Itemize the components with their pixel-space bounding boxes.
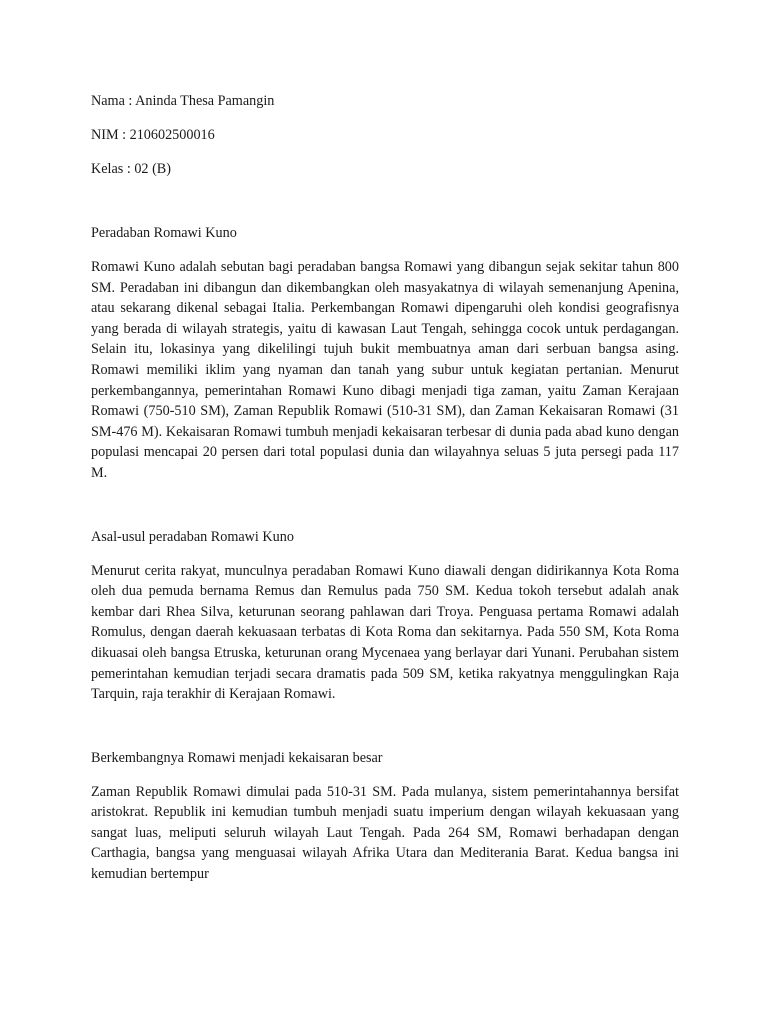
section-paragraph: Romawi Kuno adalah sebutan bagi peradaban bangsa Romawi yang dibangun sejak sekitar tahun 800 SM. Peradaban ini dibangun dan dikembangkan oleh masyakatnya di wilayah semenanjung Apenina, atau sekarang dikenal sebagai Italia. Perkembangan Romawi dipengaruhi oleh kondisi geografisnya yang berada di wilayah strategis, yaitu di kawasan Laut Tengah, sehingga cocok untuk perdagangan. Selain itu, lokasinya yang dikelilingi tujuh bukit membuatnya aman dari serbuan bangsa asing. Romawi memiliki iklim yang nyaman dan tanah yang subur untuk kegiatan pertanian. Menurut perkembangannya, pemerintahan Romawi Kuno dibagi menjadi tiga zaman, yaitu Zaman Kerajaan Romawi (750-510 SM), Zaman Republik Romawi (510-31 SM), dan Zaman Kekaisaran Romawi (31 SM-476 M). Kekaisaran Romawi tumbuh menjadi kekaisaran terbesar di dunia pada abad kuno dengan populasi mencapai 20 persen dari total populasi dunia dan wilayahnya seluas 5 juta persegi pada 117 M. [91,259,679,481]
section-peradaban-romawi-kuno [91,223,679,484]
student-name: Nama : Aninda Thesa Pamangin [91,93,275,109]
document-page [91,91,679,928]
section-asal-usul [91,527,679,705]
student-info [91,91,679,179]
section-berkembangnya-romawi [91,748,679,885]
section-paragraph: Menurut cerita rakyat, munculnya peradaban Romawi Kuno diawali dengan didirikannya Kota Roma oleh dua pemuda bernama Remus dan Remulus pada 750 SM. Kedua tokoh tersebut adalah anak kembar dari Rhea Silva, keturunan seorang pahlawan dari Troya. Penguasa pertama Romawi adalah Romulus, dengan daerah kekuasaan terbatas di Kota Roma dan sekitarnya. Pada 550 SM, Kota Roma dikuasai oleh bangsa Etruska, keturunan orang Mycenaea yang berlayar dari Yunani. Perubahan sistem pemerintahan kemudian terjadi secara dramatis pada 509 SM, ketika rakyatnya menggulingkan Raja Tarquin, raja terakhir di Kerajaan Romawi. [91,562,679,703]
student-nim: NIM : 210602500016 [91,127,215,143]
section-paragraph: Zaman Republik Romawi dimulai pada 510-31 SM. Pada mulanya, sistem pemerintahannya bersifat aristokrat. Republik ini kemudian tumbuh menjadi suatu imperium dengan wilayah kekuasaan yang sangat luas, meliputi seluruh wilayah Laut Tengah. Pada 264 SM, Romawi berhadapan dengan Carthagia, bangsa yang menguasai wilayah Afrika Utara dan Mediterania Barat. Kedua bangsa ini kemudian bertempur [91,783,679,883]
student-class: Kelas : 02 (B) [91,161,171,177]
section-heading: Berkembangnya Romawi menjadi kekaisaran besar [91,749,383,766]
section-heading: Peradaban Romawi Kuno [91,225,237,241]
section-heading: Asal-usul peradaban Romawi Kuno [91,528,294,545]
